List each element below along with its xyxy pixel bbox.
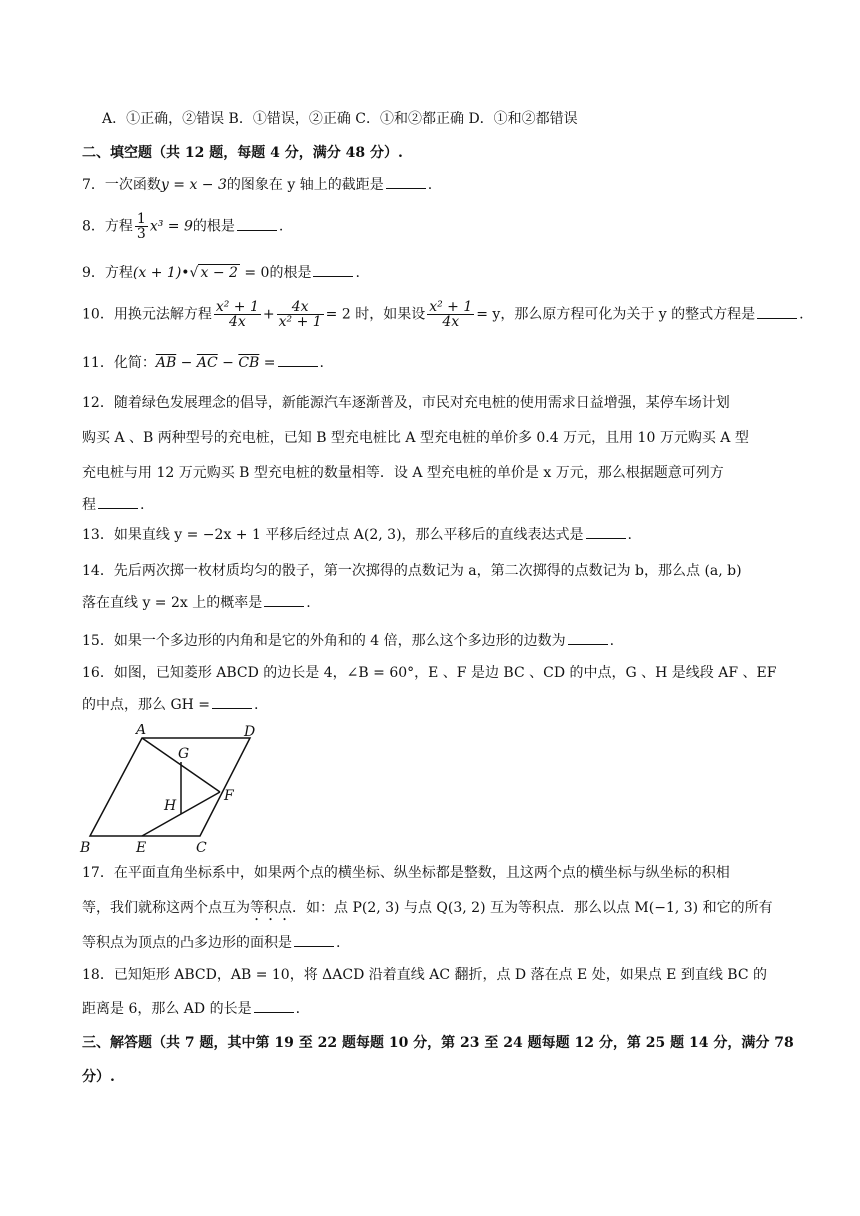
question-8: 8．方程 $\frac{1}{3}$ x³ = 9的根是 .: [82, 211, 284, 242]
label-b: B: [80, 840, 91, 854]
answer-blank: [98, 494, 138, 509]
question-17-line2: [82, 897, 782, 924]
q9-prefix: 9．方程: [82, 265, 133, 281]
q8-expr: x³ = 9: [149, 218, 193, 235]
label-e: E: [136, 840, 147, 854]
q7-expr: y = x − 3: [160, 177, 227, 193]
answer-blank: [254, 998, 294, 1013]
q10-frac1: $\frac{\text{x² + 1}}{4x}$: [215, 299, 259, 330]
vector-ac: $\overline{AC}$: [196, 355, 218, 371]
question-16-line2: 的中点，那么 GH = .: [82, 694, 782, 716]
question-17-line1: 17．在平面直角坐标系中，如果两个点的横坐标、纵坐标都是整数，且这两个点的横坐标与纵坐标的积相: [82, 865, 730, 881]
question-9: 9．方程(x + 1)•√ x − 2 = 0的根是 .: [82, 262, 782, 284]
section3-title-line2: 分）.: [82, 1069, 115, 1085]
q12-tail: 程: [82, 497, 96, 513]
q15-text: 15．如果一个多边形的内角和是它的外角和的 4 倍，那么这个多边形的边数为: [82, 633, 566, 649]
q8-suffix: 的根是: [192, 218, 235, 235]
q18-tail: 距离是 6，那么 AD 的长是: [82, 1001, 252, 1017]
label-a: A: [136, 724, 147, 738]
section2-title: 二、填空题（共 12 题，每题 4 分，满分 48 分）.: [82, 145, 403, 161]
label-d: D: [244, 724, 256, 740]
question-14-line1: 14．先后两次掷一枚材质均匀的骰子，第一次掷得的点数记为 a，第二次掷得的点数记为 b，那么点 (a, b): [82, 563, 742, 579]
answer-blank: [568, 630, 608, 645]
question-12-line2: 购买 A 、B 两种型号的充电桩，已知 B 型充电桩比 A 型充电桩的单价多 0.4 万元，且用 10 万元购买 A 型: [82, 430, 749, 446]
q16-tail: 的中点，那么 GH =: [82, 697, 211, 713]
label-f: F: [224, 788, 234, 804]
question-12-line3: 充电桩与用 12 万元购买 B 型充电桩的数量相等．设 A 型充电桩的单价是 x 万元，那么根据题意可列方: [82, 465, 724, 481]
section3-title-line1: 三、解答题（共 7 题，其中第 19 至 22 题每题 10 分，第 23 至 24 题每题 12 分，第 25 题 14 分，满分 78: [82, 1035, 794, 1051]
q17-l2c: ．如：点 P(2, 3) 与点 Q(3, 2) 互为等积点．那么以点 M(−1, 3) 和它的所有: [292, 900, 773, 916]
question-12-line1: 12．随着绿色发展理念的倡导，新能源汽车逐渐普及，市民对充电桩的使用需求日益增强，某停车场计划: [82, 395, 730, 411]
answer-blank: [757, 304, 797, 319]
q8-fraction: $\frac{1}{3}$: [136, 211, 146, 242]
q9-expr-c: = 0: [244, 265, 270, 281]
q9-suffix: 的根是: [269, 265, 312, 281]
rhombus-figure: [78, 724, 278, 854]
label-g: G: [178, 746, 190, 762]
answer-blank: [294, 932, 334, 947]
label-c: C: [196, 840, 207, 854]
q17-term: 等积点: [250, 900, 292, 916]
q14-tail: 落在直线 y = 2x 上的概率是: [82, 595, 263, 611]
question-18-line2: 距离是 6，那么 AD 的长是 .: [82, 998, 782, 1020]
q10-eq: = 2 时，如果设: [325, 306, 426, 323]
question-15: 15．如果一个多边形的内角和是它的外角和的 4 倍，那么这个多边形的边数为 .: [82, 630, 782, 652]
q8-prefix: 8．方程: [82, 218, 133, 235]
question-18-line1: 18．已知矩形 ABCD，AB = 10，将 ΔACD 沿着直线 AC 翻折，点 D 落在点 E 处，如果点 E 到直线 BC 的: [82, 967, 768, 983]
q10-eq2: = y，那么原方程可化为关于 y 的整式方程是: [476, 306, 756, 323]
question-11: 11．化简：$\overline{AB} - \overline{AC} - \overline{CB}$ = .: [82, 352, 782, 374]
minus-sign: −: [176, 355, 197, 371]
q10-frac3: $\frac{\text{x² + 1}}{4x}$: [429, 299, 473, 330]
q17-tail: 等积点为顶点的凸多边形的面积是: [82, 935, 292, 951]
answer-blank: [264, 592, 304, 607]
rhombus-abcd: [90, 738, 250, 836]
answer-blank: [313, 262, 353, 277]
question-10: 10．用换元法解方程 $\frac{\text{x² + 1}}{4x}$ + $\frac{4x}{\text{x² + 1}}$ = 2 时，如果设 $\frac{\text{x² + 1}}{4x}$ = y，那么原方程可化为关于 y 的整式方程是 .: [82, 299, 804, 330]
answer-blank: [212, 694, 252, 709]
vector-cb: $\overline{CB}$: [238, 355, 260, 371]
q7-suffix: 的图象在 y 轴上的截距是: [226, 177, 384, 193]
choices-line: A．①正确，②错误 B．①错误，②正确 C．①和②都正确 D．①和②都错误: [102, 111, 578, 127]
q9-expr-a: (x + 1)•: [132, 265, 190, 281]
q10-prefix: 10．用换元法解方程: [82, 306, 212, 323]
answer-blank: [586, 524, 626, 539]
q7-prefix: 7．一次函数: [82, 177, 161, 193]
q9-radicand: x − 2: [200, 265, 238, 281]
question-17-line3: 等积点为顶点的凸多边形的面积是 .: [82, 932, 782, 954]
question-12-line4: 程 .: [82, 494, 782, 516]
q11-prefix: 11．化简：: [82, 355, 156, 371]
minus-sign: −: [217, 355, 239, 371]
question-16-line1: 16．如图，已知菱形 ABCD 的边长是 4，∠B = 60°，E 、F 是边 BC 、CD 的中点，G 、H 是线段 AF 、EF: [82, 665, 777, 681]
answer-blank: [386, 174, 426, 189]
question-14-line2: 落在直线 y = 2x 上的概率是 .: [82, 592, 782, 614]
vector-ab: $\overline{AB}$: [155, 355, 177, 371]
question-7: 7．一次函数y = x − 3的图象在 y 轴上的截距是 .: [82, 174, 782, 196]
q17-l2a: 等，我们就称这两个点互为: [82, 900, 250, 916]
q10-frac2: $\frac{4x}{\text{x² + 1}}$: [278, 299, 322, 330]
question-13: 13．如果直线 y = −2x + 1 平移后经过点 A(2, 3)，那么平移后的直线表达式是 .: [82, 524, 782, 546]
equals-sign: =: [259, 355, 276, 371]
label-h: H: [164, 798, 177, 814]
q13-text: 13．如果直线 y = −2x + 1 平移后经过点 A(2, 3)，那么平移后的直线表达式是: [82, 527, 584, 543]
q10-plus: +: [262, 306, 275, 323]
answer-blank: [278, 352, 318, 367]
answer-blank: [237, 216, 277, 231]
